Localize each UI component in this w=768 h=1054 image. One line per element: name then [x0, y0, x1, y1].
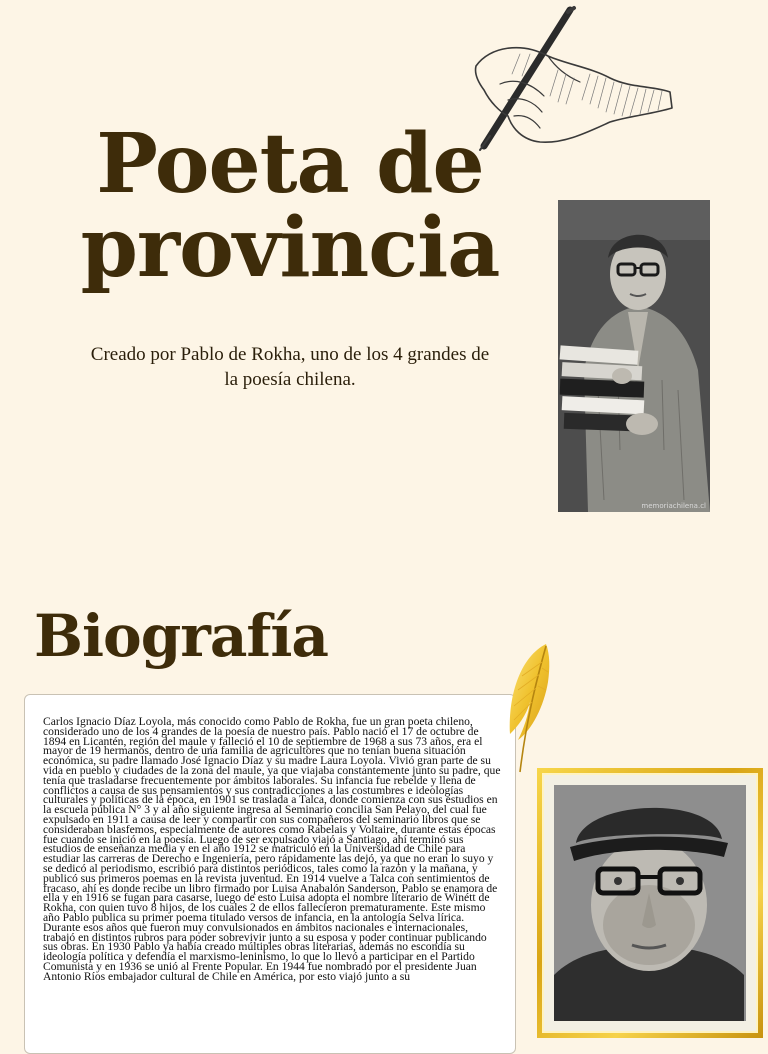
portrait-illustration-2 — [554, 785, 744, 1021]
framed-portrait — [537, 768, 763, 1038]
photo-credit: memoriachilena.cl — [641, 502, 706, 510]
quill-feather-icon — [502, 642, 554, 776]
biography-text: Carlos Ignacio Díaz Loyola, más conocido como Pablo de Rokha, fue un gran poeta chileno, considerado uno de los 4 grandes de la poesía de nuestro país. Pablo nació el 17 de octubre de 1894 en Licantén, región del maule y falleció el 10 de septiembre de 1968 a sus 73 años, era el mayor de 19 hermanos, dentro de una familia de agricultores que no tenían buena situación económica, su padre llamado José Ignacio Díaz y su madre Laura Loyola. Vivió gran parte de su vida en pueblo y ciudades de la zona del maule, ya que viajaba constantemente junto su padre, que tenía que trasladarse frecuentemente por ámbitos laborales. Su infancia fue rebelde y llena de conflictos a causa de sus pensamientos y sus contradicciones a las costumbres e ideologías culturales y políticas de la época, en 1901 se traslada a Talca, donde comienza con sus estudios en la escuela pública N° 3 y al año siguiente ingresa al Seminario concilia San Pelayo, del cual fue expulsado en 1911 a causa de leer y compartir con sus compañeros del seminario libros que se consideraban blasfemos, especialmente de autores como Rabelais y Voltaire, durante estas épocas fue cuando se inició en la poesía. Luego de ser expulsado viajó a Santiago, ahí terminó sus estudios de enseñanza media y en el año 1912 se matriculó en la Universidad de Chile para estudiar las carreras de Derecho e Ingeniería, pero rápidamente las dejó, ya que no eran lo suyo y se dedicó al periodismo, escribió para distintos periódicos, tales como la razón y la mañana, y publicó sus primeros poemas en la revista juventud. En 1914 vuelve a Talca con sentimientos de fracaso, ahí es donde recibe un libro firmado por Luisa Anabalón Sanderson, Pablo se enamora de ella y en 1916 se fugan para casarse, luego de esto Luisa adopta el nombre literario de Winétt de Rokha, con quien tuvo 8 hijos, de los cuales 2 de ellos fallecieron prematuramente. Este mismo año Pablo publica su primer poema titulado versos de infancia, en la antología Selva lírica. Durante esos años que fueron muy convulsionados en ámbitos nacionales e internacionales, trabajó en distintos rubros para poder sobrevivir junto a su esposa y poder continuar publicando sus obras. En 1930 Pablo ya había creado múltiples obras literarias, además no escondía su ideología política y defendía el marxismo-leninismo, lo que lo llevó a participar en el Partido Comunista y en 1936 se unió al Frente Popular. En 1944 fue nombrado por el presidente Juan Antonio Ríos embajador cultural de Chile en América, por esto viajó junto a su — [43, 715, 501, 983]
portrait-illustration — [558, 200, 710, 512]
portrait-photo — [558, 200, 710, 512]
subtitle: Creado por Pablo de Rokha, uno de los 4 grandes de la poesía chilena. — [90, 344, 490, 390]
biography-heading: Biografía — [34, 602, 328, 670]
biography-card — [24, 694, 516, 1054]
page-title: Poeta de provincia — [80, 116, 500, 296]
portrait-photo-2 — [554, 785, 746, 1021]
frame-mat — [542, 773, 758, 1033]
